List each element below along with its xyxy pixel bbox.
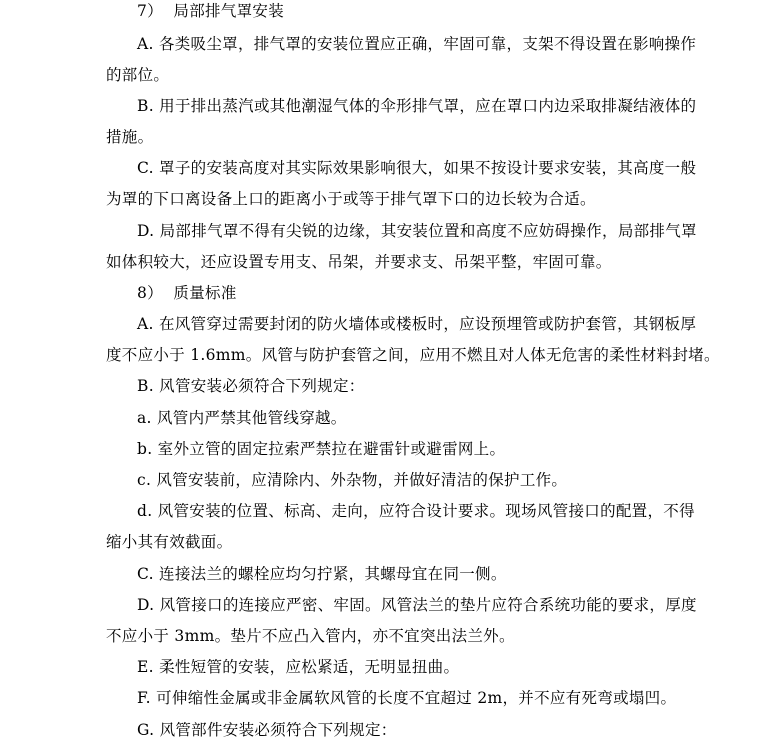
paragraph-7b-line1: B. 用于排出蒸汽或其他潮湿气体的伞形排气罩，应在罩口内边采取排凝结液体的 (137, 97, 697, 115)
section-heading-8: 8） 质量标准 (137, 284, 237, 302)
paragraph-7a-line1: A. 各类吸尘罩，排气罩的安装位置应正确，牢固可靠，支架不得设置在影响操作 (137, 35, 697, 53)
paragraph-7d-line1: D. 局部排气罩不得有尖锐的边缘，其安装位置和高度不应妨碍操作，局部排气罩 (137, 222, 697, 240)
paragraph-8c: C. 连接法兰的螺栓应均匀拧紧，其螺母宜在同一侧。 (137, 565, 507, 583)
paragraph-8d-line2: 不应小于 3mm。垫片不应凸入管内，亦不宜突出法兰外。 (106, 627, 515, 645)
paragraph-8b: B. 风管安装必须符合下列规定： (137, 377, 365, 395)
paragraph-8a-line2: 度不应小于 1.6mm。风管与防护套管之间，应用不燃且对人体无危害的柔性材料封堵。 (106, 346, 720, 364)
paragraph-8f: F. 可伸缩性金属或非金属软风管的长度不宜超过 2m，并不应有死弯或塌凹。 (137, 689, 677, 707)
paragraph-8a-line1: A. 在风管穿过需要封闭的防火墙体或楼板时，应设预埋管或防护套管，其钢板厚 (137, 315, 697, 333)
list-item-8b-a: a. 风管内严禁其他管线穿越。 (137, 409, 347, 427)
paragraph-8d-line1: D. 风管接口的连接应严密、牢固。风管法兰的垫片应符合系统功能的要求，厚度 (137, 596, 697, 614)
list-item-8b-c: c. 风管安装前，应清除内、外杂物，并做好清洁的保护工作。 (137, 471, 568, 489)
list-item-8b-d-line1: d. 风管安装的位置、标高、走向，应符合设计要求。现场风管接口的配置，不得 (137, 502, 695, 520)
paragraph-7c-line1: C. 罩子的安装高度对其实际效果影响很大，如果不按设计要求安装，其高度一般 (137, 159, 697, 177)
list-item-8b-d-line2: 缩小其有效截面。 (106, 533, 233, 551)
paragraph-8e: E. 柔性短管的安装，应松紧适，无明显扭曲。 (137, 658, 460, 676)
paragraph-7a-line2: 的部位。 (106, 66, 170, 84)
paragraph-7c-line2: 为罩的下口离设备上口的距离小于或等于排气罩下口的边长较为合适。 (106, 190, 596, 208)
paragraph-7d-line2: 如体积较大，还应设置专用支、吊架，并要求支、吊架平整，牢固可靠。 (106, 253, 612, 271)
section-heading-7: 7） 局部排气罩安装 (137, 2, 285, 20)
paragraph-8g: G. 风管部件安装必须符合下列规定： (137, 721, 397, 739)
list-item-8b-b: b. 室外立管的固定拉索严禁拉在避雷针或避雷网上。 (137, 440, 506, 458)
paragraph-7b-line2: 措施。 (106, 128, 154, 146)
